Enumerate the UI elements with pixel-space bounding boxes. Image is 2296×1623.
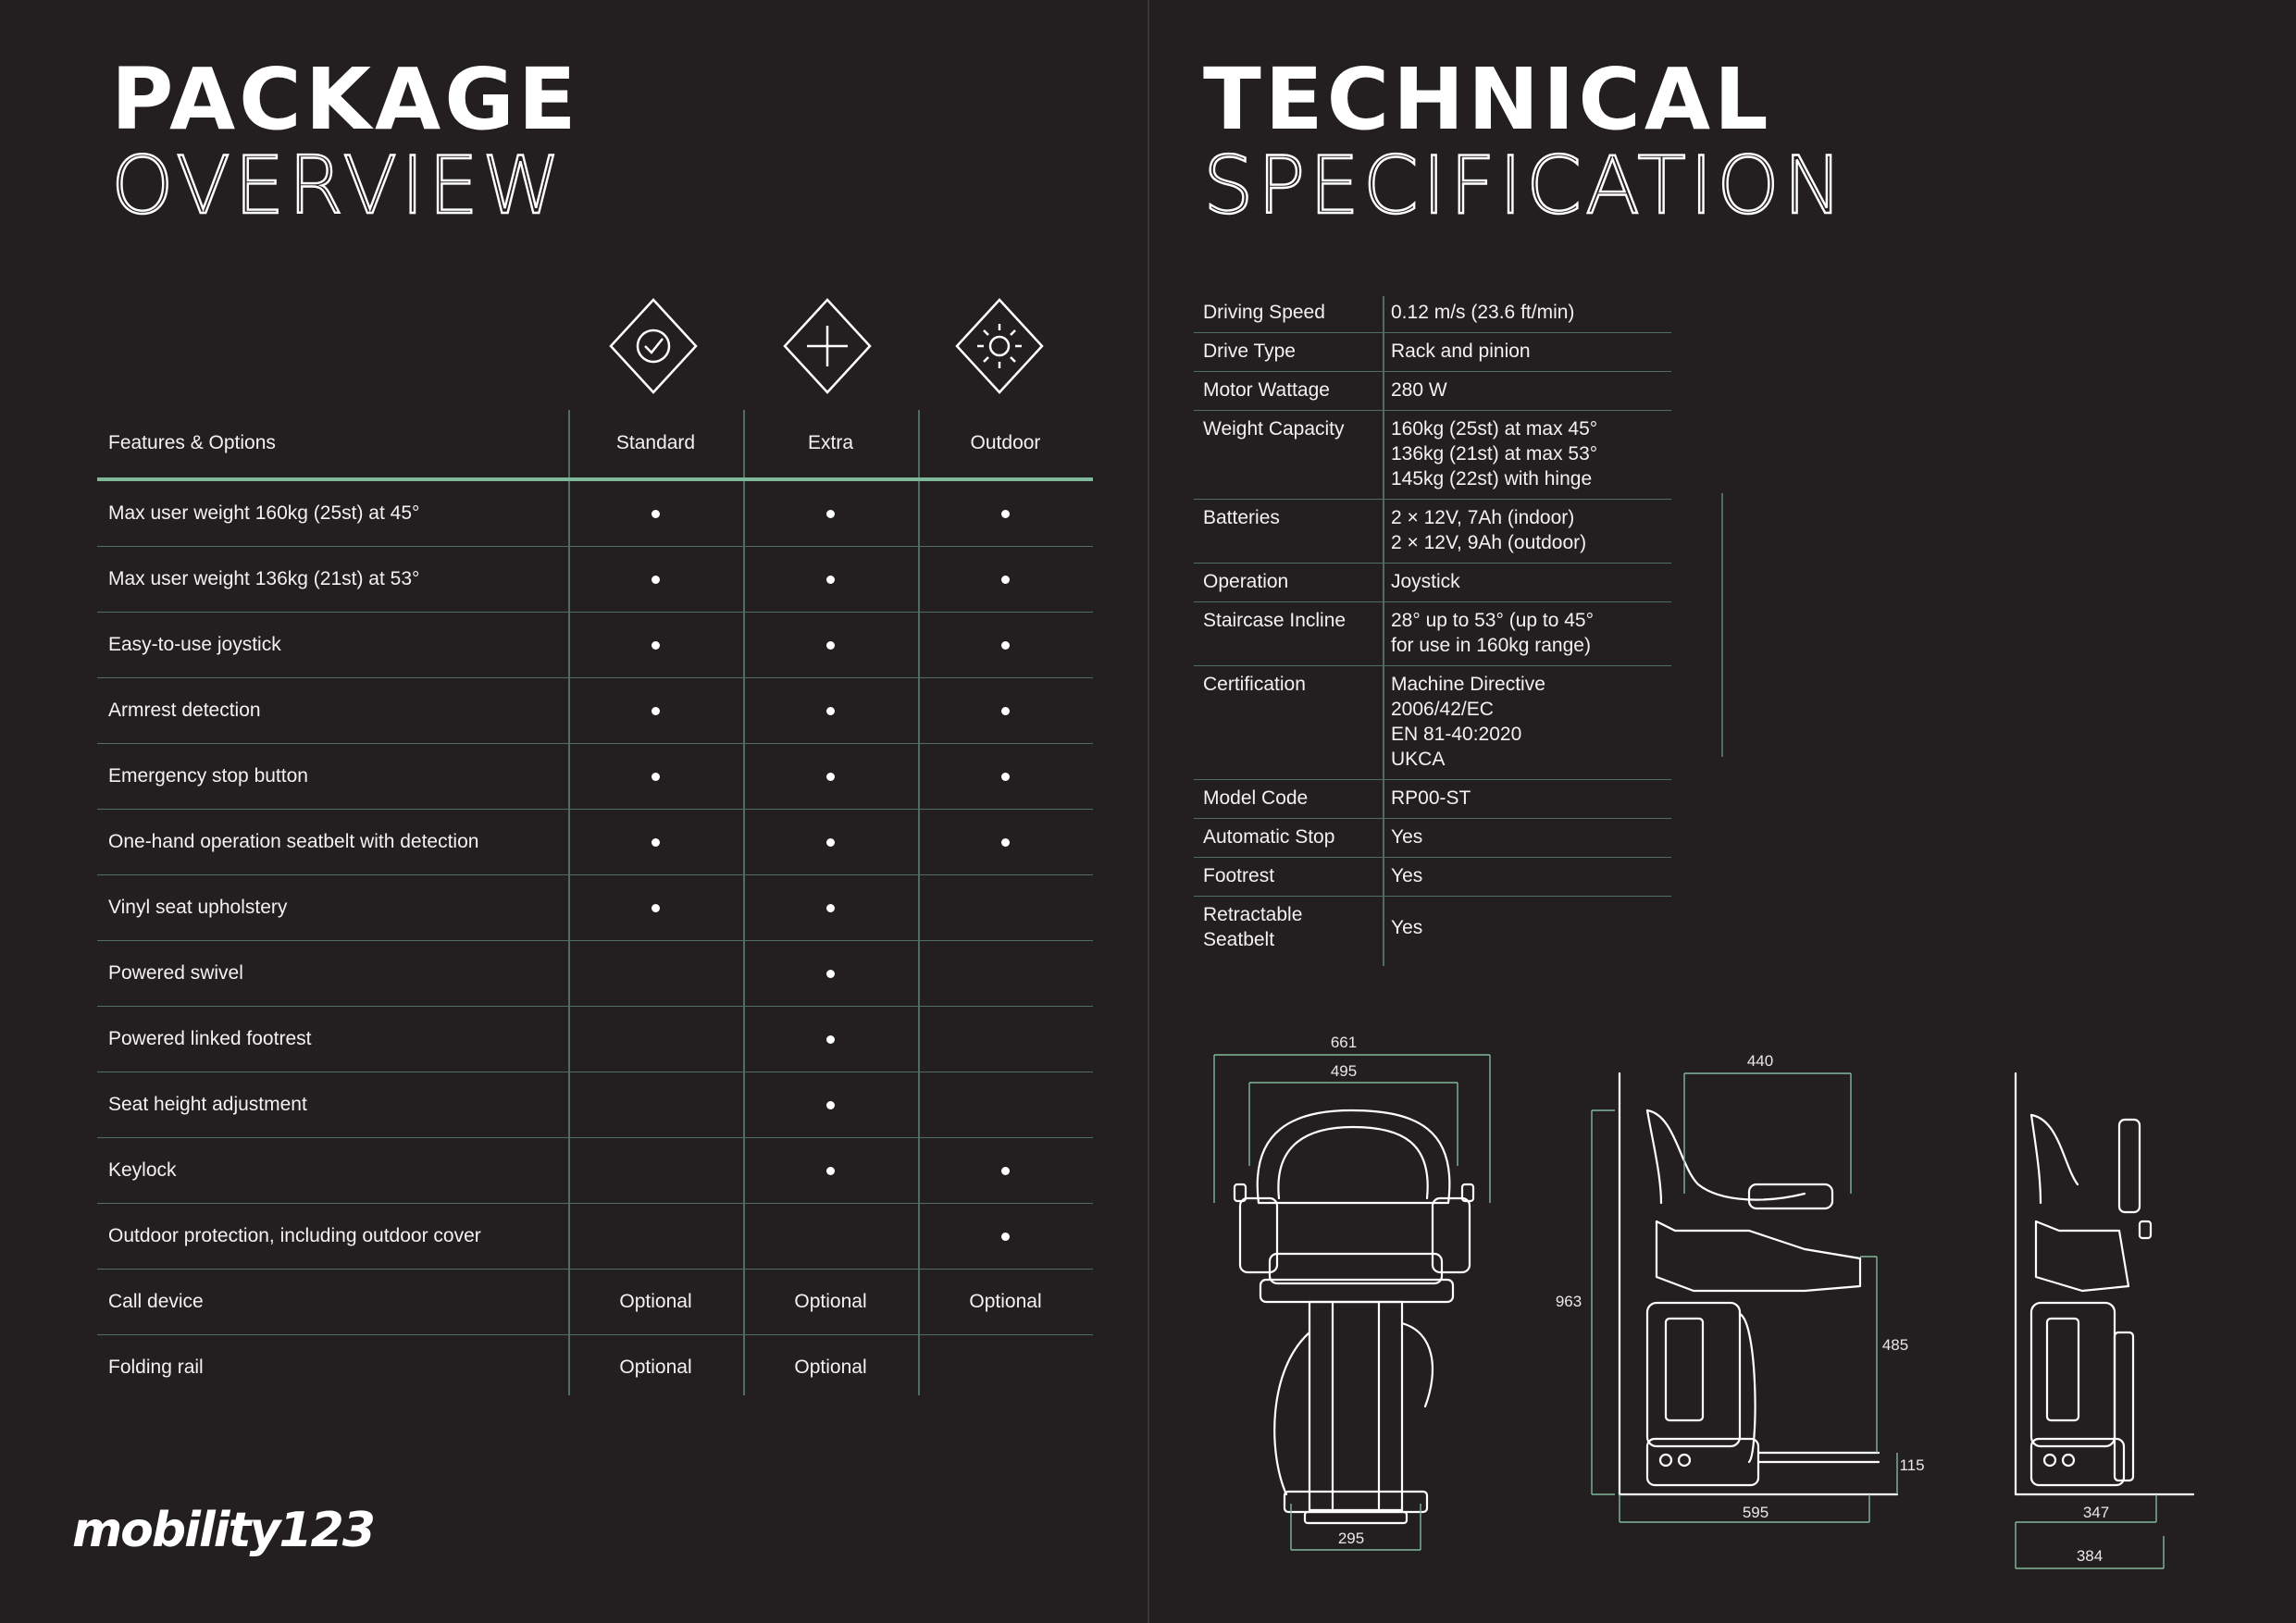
- standard-value: [568, 1204, 743, 1269]
- table-row: [97, 1138, 1093, 1204]
- table-row: [97, 613, 1093, 678]
- extra-value: Optional: [794, 1291, 867, 1312]
- spec-value-line: 280 W: [1391, 379, 1447, 401]
- extra-value: [743, 1072, 918, 1137]
- table-row: [97, 481, 1093, 547]
- spec-value: [1391, 333, 1671, 364]
- spec-label: Weight Capacity: [1203, 418, 1345, 440]
- table-row: [97, 744, 1093, 810]
- folded-view-drawing: [2016, 1073, 2193, 1494]
- table-row: [97, 875, 1093, 941]
- dim-folded-depth: 347: [2082, 1504, 2110, 1521]
- feature-label: Max user weight 160kg (25st) at 45°: [108, 502, 420, 524]
- spec-row: [1194, 666, 1671, 780]
- spec-value-line: Yes: [1391, 865, 1423, 886]
- outdoor-value: [918, 1204, 1093, 1269]
- outdoor-value: [918, 1138, 1093, 1203]
- spec-label: Footrest: [1203, 865, 1275, 886]
- spec-value-line: Joystick: [1391, 571, 1460, 592]
- spec-table: [1194, 294, 1671, 960]
- package-table: [97, 409, 1093, 1400]
- spec-value-line: 28° up to 53° (up to 45°: [1391, 610, 1595, 631]
- package-title: PACKAGE: [111, 50, 580, 149]
- extra-value: [743, 744, 918, 809]
- spec-label: Automatic Stop: [1203, 826, 1335, 848]
- dim-side-top-width: 440: [1746, 1052, 1774, 1070]
- standard-value: [568, 481, 743, 546]
- feature-label: Call device: [108, 1291, 204, 1312]
- package-subtitle: OVERVIEW: [111, 140, 565, 232]
- front-view-drawing: [1235, 1110, 1473, 1523]
- spec-row: [1194, 858, 1671, 897]
- spec-value-line: 136kg (21st) at max 53°: [1391, 443, 1598, 465]
- feature-label: Easy-to-use joystick: [108, 634, 281, 655]
- included-dot: [826, 904, 835, 912]
- included-dot: [826, 510, 835, 518]
- spec-label: Drive Type: [1203, 341, 1296, 362]
- spec-value: [1391, 500, 1671, 555]
- standard-value: Optional: [619, 1357, 692, 1378]
- table-row: [97, 1270, 1093, 1335]
- spec-value-line: 2 × 12V, 7Ah (indoor): [1391, 507, 1575, 528]
- spec-label: Operation: [1203, 571, 1289, 592]
- included-dot: [826, 1035, 835, 1044]
- feature-label: Armrest detection: [108, 700, 261, 721]
- table-row: [97, 1335, 1093, 1400]
- feature-label: Outdoor protection, including outdoor cover: [108, 1225, 481, 1246]
- standard-value: [568, 744, 743, 809]
- dim-side-footrest-height: 115: [1899, 1456, 1925, 1474]
- technical-subtitle: SPECIFICATION: [1203, 140, 1847, 232]
- header-outdoor: Outdoor: [970, 432, 1041, 453]
- spec-value-line: Yes: [1391, 917, 1423, 938]
- included-dot: [652, 641, 660, 650]
- dim-folded-total-depth: 384: [2076, 1547, 2104, 1565]
- spec-value-line: UKCA: [1391, 749, 1446, 770]
- spec-label: Motor Wattage: [1203, 379, 1330, 401]
- standard-value: [568, 810, 743, 874]
- included-dot: [652, 707, 660, 715]
- check-diamond-icon: [609, 298, 698, 394]
- spec-value-line: 0.12 m/s (23.6 ft/min): [1391, 302, 1575, 323]
- spec-value-line: 2006/42/EC: [1391, 699, 1494, 720]
- spec-value-line: Rack and pinion: [1391, 341, 1531, 362]
- spec-row: [1194, 372, 1671, 411]
- spec-value-line: RP00-ST: [1391, 787, 1471, 809]
- dim-front-base-width: 295: [1337, 1530, 1365, 1547]
- extra-value: [743, 613, 918, 677]
- spec-value: [1391, 602, 1671, 658]
- extra-value: [743, 1007, 918, 1072]
- table-row: [97, 1072, 1093, 1138]
- table-row: [97, 547, 1093, 613]
- included-dot: [1001, 773, 1010, 781]
- spec-row: [1194, 294, 1671, 333]
- spec-value-line: for use in 160kg range): [1391, 635, 1591, 656]
- outdoor-value: [918, 810, 1093, 874]
- included-dot: [826, 1167, 835, 1175]
- included-dot: [1001, 576, 1010, 584]
- table-header: [97, 409, 1093, 481]
- extra-value: [743, 481, 918, 546]
- extra-value: [743, 678, 918, 743]
- spec-label: Retractable Seatbelt: [1203, 904, 1303, 950]
- header-features: Features & Options: [108, 432, 276, 453]
- side-view-drawing: [1620, 1073, 1897, 1494]
- outdoor-value: [918, 1007, 1093, 1072]
- header-standard: Standard: [615, 432, 696, 453]
- spec-value: [1391, 780, 1671, 811]
- outdoor-value: [918, 744, 1093, 809]
- spec-row: [1194, 780, 1671, 819]
- included-dot: [652, 576, 660, 584]
- spec-value: [1391, 858, 1671, 888]
- included-dot: [1001, 1167, 1010, 1175]
- standard-value: [568, 613, 743, 677]
- included-dot: [826, 641, 835, 650]
- extra-value: [743, 1138, 918, 1203]
- spec-value-line: 145kg (22st) with hinge: [1391, 468, 1593, 489]
- included-dot: [1001, 1233, 1010, 1241]
- standard-value: [568, 1072, 743, 1137]
- included-dot: [826, 707, 835, 715]
- included-dot: [826, 1101, 835, 1109]
- standard-value: [568, 1138, 743, 1203]
- included-dot: [1001, 838, 1010, 847]
- feature-label: Seat height adjustment: [108, 1094, 307, 1115]
- spec-row: [1194, 564, 1671, 602]
- dimension-drawings: [1194, 1018, 2203, 1573]
- extra-value: [743, 1204, 918, 1269]
- sun-diamond-icon: [955, 298, 1044, 394]
- included-dot: [826, 838, 835, 847]
- standard-value: [568, 941, 743, 1006]
- mobility123-logo: mobility123: [72, 1503, 374, 1558]
- spec-value-line: Machine Directive: [1391, 674, 1545, 695]
- feature-label: Max user weight 136kg (21st) at 53°: [108, 568, 420, 589]
- included-dot: [652, 838, 660, 847]
- table-row: [97, 941, 1093, 1007]
- page-divider: [1148, 0, 1149, 1623]
- spec-row: [1194, 819, 1671, 858]
- standard-value: [568, 1007, 743, 1072]
- spec-label: Batteries: [1203, 507, 1280, 528]
- spec-value: [1391, 819, 1671, 849]
- dim-side-height: 963: [1555, 1293, 1582, 1310]
- feature-label: Keylock: [108, 1159, 177, 1181]
- feature-label: Powered linked footrest: [108, 1028, 312, 1049]
- included-dot: [652, 510, 660, 518]
- table-row: [97, 810, 1093, 875]
- outdoor-value: [918, 941, 1093, 1006]
- outdoor-value: [918, 1335, 1093, 1400]
- standard-value: [568, 678, 743, 743]
- spec-value-line: Yes: [1391, 826, 1423, 848]
- feature-label: Powered swivel: [108, 962, 243, 984]
- feature-label: Folding rail: [108, 1357, 204, 1378]
- spec-row: [1194, 500, 1671, 564]
- standard-value: [568, 547, 743, 612]
- spec-label: Model Code: [1203, 787, 1309, 809]
- outdoor-value: [918, 875, 1093, 940]
- spec-value-line: 160kg (25st) at max 45°: [1391, 418, 1598, 440]
- spec-row: [1194, 333, 1671, 372]
- included-dot: [1001, 707, 1010, 715]
- included-dot: [1001, 641, 1010, 650]
- spec-label: Driving Speed: [1203, 302, 1325, 323]
- included-dot: [826, 773, 835, 781]
- spec-value-line: 2 × 12V, 9Ah (outdoor): [1391, 532, 1587, 553]
- outdoor-value: [918, 678, 1093, 743]
- spec-value: [1391, 372, 1671, 403]
- spec-value: [1391, 666, 1671, 772]
- feature-label: Emergency stop button: [108, 765, 308, 787]
- spec-row: [1194, 411, 1671, 500]
- extra-value: [743, 875, 918, 940]
- outdoor-value: [918, 547, 1093, 612]
- table-row: [97, 1204, 1093, 1270]
- outdoor-value: Optional: [969, 1291, 1042, 1312]
- spec-label: Staircase Incline: [1203, 610, 1347, 631]
- dim-side-depth: 595: [1742, 1504, 1769, 1521]
- spec-side-rule: [1721, 493, 1723, 757]
- dim-front-outer-width: 661: [1330, 1034, 1358, 1051]
- standard-value: Optional: [619, 1291, 692, 1312]
- spec-label: Certification: [1203, 674, 1306, 695]
- extra-value: [743, 810, 918, 874]
- feature-label: One-hand operation seatbelt with detection: [108, 831, 479, 852]
- standard-value: [568, 875, 743, 940]
- included-dot: [652, 773, 660, 781]
- spec-value: [1391, 411, 1671, 491]
- dim-front-inner-width: 495: [1330, 1062, 1358, 1080]
- spec-value: [1391, 897, 1671, 940]
- extra-value: [743, 941, 918, 1006]
- outdoor-value: [918, 1072, 1093, 1137]
- included-dot: [652, 904, 660, 912]
- extra-value: [743, 547, 918, 612]
- plus-diamond-icon: [783, 298, 872, 394]
- included-dot: [826, 970, 835, 978]
- spec-value-line: EN 81-40:2020: [1391, 724, 1522, 745]
- feature-label: Vinyl seat upholstery: [108, 897, 288, 918]
- outdoor-value: [918, 613, 1093, 677]
- header-extra: Extra: [807, 432, 853, 453]
- technical-title: TECHNICAL: [1203, 50, 1772, 149]
- spec-row: [1194, 602, 1671, 666]
- included-dot: [826, 576, 835, 584]
- spec-row: [1194, 897, 1671, 960]
- outdoor-value: [918, 481, 1093, 546]
- spec-value: [1391, 294, 1671, 325]
- included-dot: [1001, 510, 1010, 518]
- spec-value: [1391, 564, 1671, 594]
- extra-value: Optional: [794, 1357, 867, 1378]
- table-row: [97, 1007, 1093, 1072]
- table-row: [97, 678, 1093, 744]
- dim-side-seat-height: 485: [1881, 1336, 1909, 1354]
